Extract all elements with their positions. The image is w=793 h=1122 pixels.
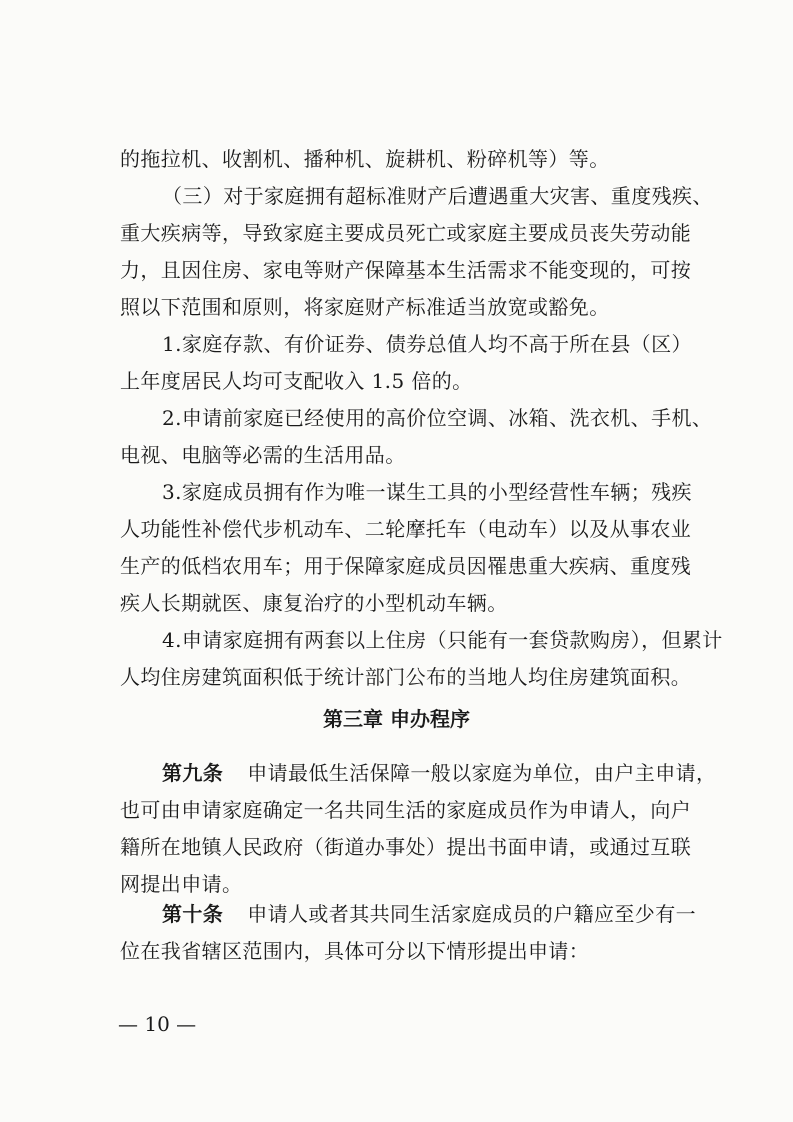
article-label: 第十条 bbox=[162, 902, 224, 926]
item-four bbox=[120, 622, 723, 696]
text-line: 人均住房建筑面积低于统计部门公布的当地人均住房建筑面积。 bbox=[120, 665, 692, 689]
text-line: 疾人长期就医、康复治疗的小型机动车辆。 bbox=[120, 591, 508, 615]
text-line: （三）对于家庭拥有超标准财产后遭遇重大灾害、重度残疾、 bbox=[162, 184, 713, 208]
text-line: 照以下范围和原则，将家庭财产标准适当放宽或豁免。 bbox=[120, 295, 610, 319]
text-line: 上年度居民人均可支配收入 1.5 倍的。 bbox=[120, 369, 473, 393]
article-text: 申请人或者其共同生活家庭成员的户籍应至少有一 bbox=[247, 902, 697, 926]
text-line: 也可由申请家庭确定一名共同生活的家庭成员作为申请人，向户 bbox=[120, 798, 692, 822]
text-line bbox=[120, 896, 697, 933]
article-nine bbox=[120, 755, 717, 903]
paragraph-three bbox=[120, 178, 713, 326]
text-line: 位在我省辖区范围内，具体可分以下情形提出申请： bbox=[120, 939, 590, 963]
text-line: 籍所在地镇人民政府（街道办事处）提出书面申请，或通过互联 bbox=[120, 835, 692, 859]
chapter-heading: 第三章 申办程序 bbox=[323, 707, 470, 731]
page-number: — 10 — bbox=[118, 1012, 197, 1036]
item-two bbox=[120, 400, 713, 474]
continuation-paragraph bbox=[120, 141, 680, 178]
article-text: 申请最低生活保障一般以家庭为单位，由户主申请， bbox=[247, 761, 717, 785]
text-line: 1.家庭存款、有价证券、债券总值人均不高于所在县（区） bbox=[162, 332, 692, 356]
text-line: 4.申请家庭拥有两套以上住房（只能有一套贷款购房），但累计 bbox=[162, 628, 723, 652]
text-line bbox=[120, 755, 717, 792]
item-three bbox=[120, 474, 692, 622]
text-line: 生产的低档农用车；用于保障家庭成员因罹患重大疾病、重度残 bbox=[120, 554, 692, 578]
article-label: 第九条 bbox=[162, 761, 224, 785]
text-line: 重大疾病等，导致家庭主要成员死亡或家庭主要成员丧失劳动能 bbox=[120, 221, 692, 245]
text-line: 电视、电脑等必需的生活用品。 bbox=[120, 443, 406, 467]
text-line: 力，且因住房、家电等财产保障基本生活需求不能变现的，可按 bbox=[120, 258, 692, 282]
text-line: 的拖拉机、收割机、播种机、旋耕机、粉碎机等）等。 bbox=[120, 147, 610, 171]
text-line: 网提出申请。 bbox=[120, 872, 243, 896]
text-line: 3.家庭成员拥有作为唯一谋生工具的小型经营性车辆；残疾 bbox=[162, 480, 692, 504]
text-line: 人功能性补偿代步机动车、二轮摩托车（电动车）以及从事农业 bbox=[120, 517, 692, 541]
item-one bbox=[120, 326, 692, 400]
text-line: 2.申请前家庭已经使用的高价位空调、冰箱、洗衣机、手机、 bbox=[162, 406, 713, 430]
article-ten bbox=[120, 896, 697, 970]
